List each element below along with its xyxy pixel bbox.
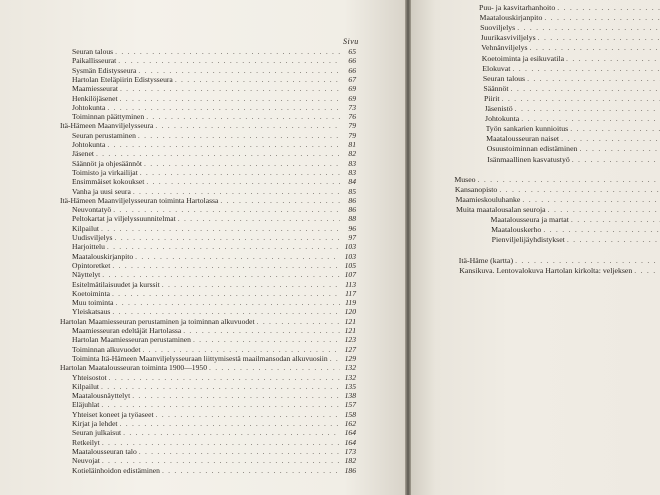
dot-leader <box>515 104 660 114</box>
toc-entry-label: Työn sankarien kunnioitus <box>485 124 569 134</box>
toc-entry-label: Toiminta Itä-Hämeen Maanviljelysseuraan liittymisestä maailmansodan alkuvuosiin <box>72 353 328 363</box>
toc-entry-page: 186 <box>344 465 356 475</box>
toc-entry-page: 164 <box>344 428 356 438</box>
toc-entry <box>479 3 660 13</box>
dot-leader <box>162 466 340 476</box>
toc-entry <box>455 185 660 195</box>
dot-leader <box>567 235 660 245</box>
toc-entry-label: Maatalouskirjanpito <box>72 251 134 261</box>
toc-entry-page: 107 <box>344 270 356 280</box>
toc-entry-label: Seuran julkaisut <box>72 428 122 438</box>
dot-leader <box>544 13 660 23</box>
toc-entry-label: Juurikasviviljelys <box>480 33 536 43</box>
toc-entry-page: 83 <box>348 167 356 177</box>
toc-entry-label: Kansanopisto <box>454 184 498 194</box>
toc-entry-page: 135 <box>344 381 356 391</box>
dot-leader <box>572 155 660 165</box>
dot-leader <box>478 175 660 185</box>
toc-entry-page: 173 <box>344 446 356 456</box>
dot-leader <box>579 144 660 154</box>
toc-entry-page: 65 <box>348 47 356 56</box>
toc-entry-label: Johtokunta <box>485 114 520 124</box>
toc-entry <box>492 235 660 245</box>
toc-entry-page: 158 <box>344 409 356 419</box>
toc-entry-label: Esitelmätilaisuudet ja kurssit <box>72 279 160 289</box>
toc-entry-page: 69 <box>348 93 356 103</box>
dot-leader <box>566 54 660 64</box>
toc-entry-page: 164 <box>344 437 356 447</box>
toc-entry <box>480 23 660 33</box>
toc-entry-page: 79 <box>348 130 356 140</box>
dot-leader <box>548 205 660 215</box>
toc-entry-label: Vehnänviljelys <box>481 43 528 53</box>
toc-entry-label: Hartolan Maatalousseuran toiminta 1900—1950 <box>60 363 207 373</box>
toc-entry-label: Retkeilyt <box>72 437 100 447</box>
toc-entry-label: Muita maatalousalan seuroja <box>456 205 546 214</box>
toc-entry-page: 86 <box>348 205 356 215</box>
toc-entry <box>456 205 660 215</box>
toc-entry-label: Muu toiminta <box>72 298 114 308</box>
toc-entry-label: Henkilöjäsenet <box>72 93 118 103</box>
toc-entry-label: Johtokunta <box>72 102 106 112</box>
dot-leader <box>538 33 660 43</box>
toc-entry-label: Sysmän Edistysseura <box>72 65 137 75</box>
toc-entry-label: Koetoiminta <box>72 288 110 298</box>
toc-entry-page: 182 <box>344 456 356 466</box>
toc-entry-label: Säännöt <box>483 83 509 93</box>
toc-entry-label: Eläjuhlat <box>72 400 100 410</box>
toc-entry-page: 85 <box>348 186 356 196</box>
toc-entry-label: Yhteisostot <box>72 372 107 382</box>
toc-entry <box>481 33 660 43</box>
toc-entry-label: Museo <box>454 174 476 184</box>
toc-entry-label: Kirjat ja lehdet <box>72 419 118 428</box>
toc-entry <box>487 155 660 165</box>
toc-entry-label: Suoviljelys <box>480 23 516 33</box>
dot-leader <box>634 266 660 276</box>
toc-entry-label: Neuvojat <box>72 456 100 466</box>
toc-entry-page: 121 <box>344 326 356 335</box>
toc-entry-label: Koetoiminta ja esikuvatila <box>481 53 565 63</box>
toc-entry-label: Maamiesseurat <box>72 84 118 94</box>
toc-entry <box>491 215 660 225</box>
toc-entry-label: Maatalousseuran naiset <box>486 134 560 144</box>
toc-entry-page: 120 <box>344 307 356 317</box>
toc-entry-label: Toimisto ja virkailijat <box>72 167 138 177</box>
toc-entry <box>486 124 660 134</box>
dot-leader <box>557 3 660 13</box>
toc-entry-page: 117 <box>345 288 356 298</box>
toc-entry-label: Kilpailut <box>72 223 99 233</box>
toc-entry-page: 132 <box>344 363 356 373</box>
toc-entry-label: Isänmaallinen kasvatustyö <box>487 154 570 164</box>
toc-entry-label: Seuran talous <box>482 73 526 83</box>
toc-entry-page: 105 <box>344 260 356 270</box>
toc-entry-page: 76 <box>348 112 356 122</box>
toc-entry-label: Paikallisseurat <box>72 56 117 66</box>
toc-entry-label: Itä-Hämeen Maanviljelysseura <box>60 121 154 131</box>
toc-entry <box>483 84 660 94</box>
toc-entry-label: Elokuvat <box>482 63 511 73</box>
toc-entry-label: Itä-Hämeen Maanviljelysseuran toiminta Hartolassa <box>60 195 219 205</box>
toc-entry-page: 83 <box>348 158 356 168</box>
toc-entry-page: 103 <box>344 251 356 261</box>
toc-entry-page: 66 <box>348 56 356 66</box>
dot-leader <box>522 195 660 205</box>
toc-entry <box>482 54 660 64</box>
dot-leader <box>512 64 660 74</box>
toc-entry <box>72 466 356 476</box>
toc-entry-label: Piirit <box>483 93 500 103</box>
toc-entry-label: Näyttelyt <box>72 270 101 280</box>
toc-entry-page: 162 <box>344 419 356 428</box>
toc-entry-page: 84 <box>348 177 356 187</box>
toc-entry <box>480 13 660 23</box>
dot-leader <box>499 185 660 195</box>
toc-entry-page: 73 <box>348 102 356 112</box>
toc-entry-page: 79 <box>348 121 356 131</box>
toc-entry-page: 88 <box>348 214 356 224</box>
toc-entry-label: Säännöt ja ohjesäännöt <box>72 158 143 168</box>
toc-entry-page: 129 <box>344 353 356 363</box>
toc-entry-label: Hartolan Eteläpiirin Edistysseura <box>72 74 173 84</box>
toc-entry-page: 86 <box>348 195 356 205</box>
dot-leader <box>527 74 660 84</box>
toc-entry-page: 103 <box>344 242 356 252</box>
toc-entry <box>459 266 660 276</box>
toc-entry-page: 113 <box>345 279 356 289</box>
toc-entry-label: Jäsenistö <box>484 104 513 113</box>
toc-entry-label: Seuran talous <box>72 47 114 56</box>
toc-entry-label: Harjoittelu <box>72 242 105 252</box>
toc-entry <box>487 144 660 154</box>
toc-entry-label: Maatalousseura ja martat <box>490 215 569 225</box>
toc-entry-page: 66 <box>348 65 356 75</box>
toc-entry-label: Kansikuva. Lentovalokuva Hartolan kirkolta: veljeksen <box>459 265 633 275</box>
toc-entry-page: 69 <box>348 84 356 94</box>
toc-entry-label: Itä-Häme (kartta) <box>458 255 514 265</box>
dot-leader <box>570 124 660 134</box>
toc-entry-label: Toiminnan alkuvuodet <box>72 344 141 354</box>
toc-entry-label: Peltokartat ja viljelyssuunnitelmat <box>72 214 176 224</box>
dot-leader <box>543 225 660 235</box>
toc-entry-label: Yhteiset koneet ja työaseet <box>72 409 154 419</box>
toc-entry-label: Yleiskatsaus <box>72 307 111 317</box>
dot-leader <box>571 215 660 225</box>
toc-entry-page: 81 <box>348 140 356 149</box>
toc-entry-label: Maatalousseuran talo <box>72 446 137 456</box>
toc-entry-label: Hartolan Maamiesseuran perustaminen <box>72 335 191 345</box>
dot-leader <box>515 256 660 266</box>
dot-leader <box>530 43 660 53</box>
toc-entry-label: Kilpailut <box>72 381 99 391</box>
toc-entry <box>485 104 660 114</box>
toc-entry-page: 121 <box>344 316 356 326</box>
toc-entry <box>483 74 660 84</box>
toc-entry <box>459 256 660 266</box>
toc-entry-label: Hartolan Maamiesseuran perustaminen ja toiminnan alkuvuodet <box>60 316 255 326</box>
toc-entry-page: 123 <box>344 335 356 345</box>
toc-entry <box>454 175 660 185</box>
toc-entry-label: Maamiesseuran edeltäjät Hartolassa <box>72 326 182 335</box>
toc-entry-page: 127 <box>344 344 356 354</box>
toc-entry-page: 97 <box>348 233 356 242</box>
toc-entry <box>485 114 660 124</box>
toc-entry-page: 82 <box>348 149 356 159</box>
toc-entry <box>455 195 660 205</box>
toc-entry <box>481 43 660 53</box>
toc-entry-page: 119 <box>345 298 356 308</box>
toc-entry-label: Vanha ja uusi seura <box>72 186 131 196</box>
toc-entry-label: Puu- ja kasvitarhanhoito <box>479 3 556 12</box>
toc-entry-label: Osuustoiminnan edistäminen <box>486 144 578 154</box>
toc-entry-label: Uudisviljelys <box>72 233 113 242</box>
toc-entry <box>486 134 660 144</box>
dot-leader <box>521 114 660 124</box>
toc-entry-label: Seuran perustaminen <box>72 130 136 140</box>
toc-entry-label: Opintoretket <box>72 260 111 270</box>
toc-entry-label: Maatalouskerho <box>491 225 542 235</box>
toc-entry-page: 96 <box>348 223 356 233</box>
toc-entry-label: Jäsenet <box>72 149 94 159</box>
toc-entry-label: Maatalousnäyttelyt <box>72 391 131 401</box>
dot-leader <box>517 23 660 33</box>
toc-entry-label: Maamieskouluhanke <box>455 194 521 204</box>
toc-entry-page: 132 <box>344 372 356 382</box>
right-page <box>411 0 660 495</box>
toc-entry-label: Toiminnan päättyminen <box>72 112 145 122</box>
toc-entry-label: Maatalouskirjanpito <box>479 13 543 23</box>
page-column-header: Sivu <box>343 37 359 46</box>
toc-entry-label: Pienviljelijäyhdistykset <box>491 235 565 245</box>
dot-leader <box>511 84 660 94</box>
toc-entry-label: Kotieläinhoidon edistäminen <box>72 465 160 475</box>
dot-leader <box>561 134 660 144</box>
toc-entry-page: 67 <box>348 74 356 84</box>
toc-entry <box>482 64 660 74</box>
toc-entry <box>491 225 660 235</box>
toc-entry-label: Ensimmäiset kokoukset <box>72 177 145 187</box>
toc-entry <box>484 94 660 104</box>
toc-entry-label: Johtokunta <box>72 140 106 149</box>
toc-entry-label: Neuvontatyö <box>72 205 112 215</box>
toc-entry-page: 157 <box>344 400 356 410</box>
toc-entry-page: 138 <box>344 391 356 401</box>
dot-leader <box>502 94 660 104</box>
